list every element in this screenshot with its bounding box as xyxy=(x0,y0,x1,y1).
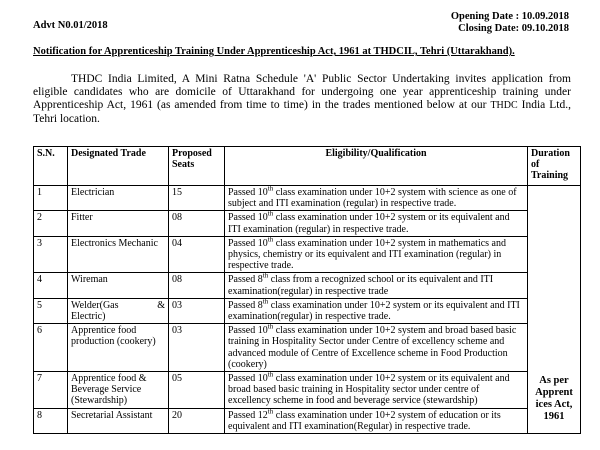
intro-text-2: India Ltd., Tehri location. xyxy=(33,99,571,125)
trades-table xyxy=(33,146,581,434)
cell-trade: Apprentice food production (cookery) xyxy=(68,324,169,372)
cell-eligibility: Passed 10th class examination under 10+2 system with science as one of subject and ITI examination (regular) in respective trade. xyxy=(225,186,528,211)
cell-seats: 08 xyxy=(169,273,225,298)
table-header-row xyxy=(34,147,581,186)
cell-sn: 6 xyxy=(34,324,68,372)
cell-trade: Secretarial Assistant xyxy=(68,408,169,433)
header-seats: Proposed Seats xyxy=(169,147,225,186)
cell-seats: 04 xyxy=(169,236,225,273)
cell-trade: Electrician xyxy=(68,186,169,211)
cell-eligibility: Passed 8th class from a recognized school or its equivalent and ITI examination(regular) in respective trade xyxy=(225,273,528,298)
cell-seats: 03 xyxy=(169,324,225,372)
cell-eligibility: Passed 10th class examination under 10+2 system or its equivalent and ITI examination (regular) in respective trade. xyxy=(225,211,528,236)
dates-block xyxy=(451,11,569,35)
cell-sn: 7 xyxy=(34,372,68,409)
cell-eligibility: Passed 10th class examination under 10+2 system or its equivalent and broad based basic training in Hospitality sector under centre of excellency scheme in food and beverage service (stewardship) xyxy=(225,372,528,409)
cell-seats: 08 xyxy=(169,211,225,236)
cell-eligibility: Passed 10th class examination under 10+2 system and broad based basic training in Hospitality Sector under Centre of excellency scheme and advanced module of Centre of Excellence scheme in Food Production (cookery) xyxy=(225,324,528,372)
cell-trade: Electronics Mechanic xyxy=(68,236,169,273)
cell-eligibility: Passed 8th class examination under 10+2 system or its equivalent and ITI examination(regular) in respective trade. xyxy=(225,298,528,323)
cell-seats: 15 xyxy=(169,186,225,211)
header-sn: S.N. xyxy=(34,147,68,186)
cell-duration: As per Apprent ices Act, 1961 xyxy=(528,186,581,434)
cell-eligibility: Passed 12th class examination under 10+2 system of education or its equivalent and ITI examination(Regular) in respective trade. xyxy=(225,408,528,433)
cell-sn: 4 xyxy=(34,273,68,298)
cell-sn: 1 xyxy=(34,186,68,211)
table-row xyxy=(34,273,581,298)
cell-sn: 8 xyxy=(34,408,68,433)
cell-sn: 3 xyxy=(34,236,68,273)
header-duration: Duration of Training xyxy=(528,147,581,186)
cell-eligibility: Passed 10th class examination under 10+2 system in mathematics and physics, chemistry or its equivalent and ITI examination (regular) in respective trade. xyxy=(225,236,528,273)
table-row xyxy=(34,408,581,433)
table-row xyxy=(34,186,581,211)
opening-date: Opening Date : 10.09.2018 xyxy=(450,11,569,22)
notification-title: Notification for Apprenticeship Training Under Apprenticeship Act, 1961 at THDCIL, Tehri (Uttarakhand). xyxy=(33,46,515,57)
table-row xyxy=(34,324,581,372)
intro-paragraph xyxy=(33,73,571,126)
header-eligibility: Eligibility/Qualification xyxy=(225,147,528,186)
intro-org-name: THDC xyxy=(490,100,518,112)
table-row xyxy=(34,372,581,409)
cell-trade: Welder(Gas & Electric) xyxy=(68,298,169,323)
cell-seats: 20 xyxy=(169,408,225,433)
cell-trade: Apprentice food & Beverage Service (Stewardship) xyxy=(68,372,169,409)
cell-trade: Wireman xyxy=(68,273,169,298)
table-row xyxy=(34,236,581,273)
table-row xyxy=(34,298,581,323)
advt-number: Advt N0.01/2018 xyxy=(33,20,108,31)
cell-seats: 05 xyxy=(169,372,225,409)
cell-trade: Fitter xyxy=(68,211,169,236)
header-trade: Designated Trade xyxy=(68,147,169,186)
intro-text-1: THDC India Limited, A Mini Ratna Schedule 'A' Public Sector Undertaking invites application from eligible candidates who are domicile of Uttarakhand for undergoing one year apprenticeship training under Apprenticeship Act, 1961 (as amended from time to time) in the trades mentioned below at our xyxy=(33,73,571,112)
cell-sn: 2 xyxy=(34,211,68,236)
table-row xyxy=(34,211,581,236)
cell-seats: 03 xyxy=(169,298,225,323)
closing-date: Closing Date: 09.10.2018 xyxy=(458,23,569,34)
cell-sn: 5 xyxy=(34,298,68,323)
